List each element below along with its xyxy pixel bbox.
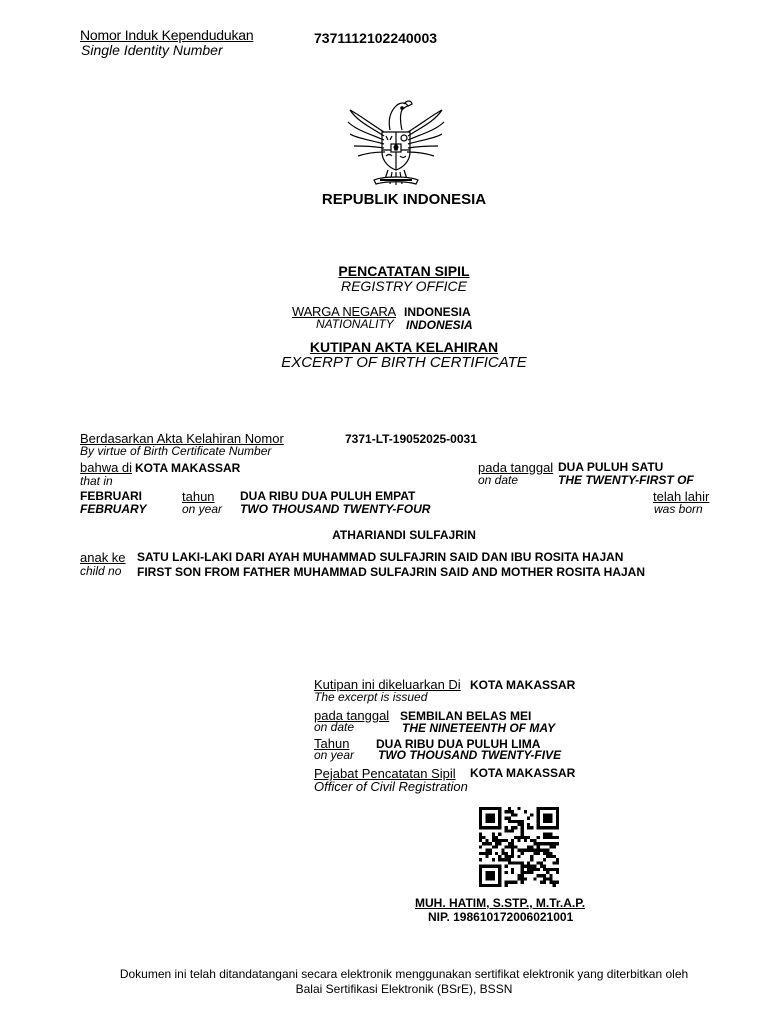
place-label: bahwa di bbox=[80, 460, 133, 475]
child-no-label-en: child no bbox=[80, 564, 122, 578]
nik-label: Nomor Induk Kependudukan bbox=[80, 27, 254, 43]
officer-label-en: Officer of Civil Registration bbox=[314, 779, 468, 794]
month-value: FEBRUARI bbox=[80, 489, 142, 503]
footer-line-1: Dokumen ini telah ditandatangani secara elektronik menggunakan sertifikat elektronik yang diterbitkan oleh bbox=[119, 967, 689, 981]
issue-date-value-en: THE NINETEENTH OF MAY bbox=[402, 721, 556, 735]
year-label-en: on year bbox=[182, 502, 223, 516]
child-no-value: SATU LAKI-LAKI DARI AYAH MUHAMMAD SULFAJRIN SAID DAN IBU ROSITA HAJAN bbox=[137, 550, 624, 564]
date-value-en: THE TWENTY-FIRST OF bbox=[558, 473, 694, 487]
child-name: ATHARIANDI SULFAJRIN bbox=[332, 528, 476, 542]
year-label: tahun bbox=[182, 489, 215, 504]
place-label-en: that in bbox=[80, 474, 113, 488]
issue-date-label: pada tanggal bbox=[314, 708, 390, 723]
office-label-en: REGISTRY OFFICE bbox=[340, 278, 467, 294]
nationality-value-en: INDONESIA bbox=[406, 318, 473, 332]
nationality-label: WARGA NEGARA bbox=[292, 304, 397, 319]
born-label: telah lahir bbox=[653, 489, 710, 504]
year-value-en: TWO THOUSAND TWENTY-FOUR bbox=[240, 502, 431, 516]
issued-label-en: The excerpt is issued bbox=[314, 690, 428, 704]
issue-year-value: DUA RIBU DUA PULUH LIMA bbox=[376, 737, 541, 751]
year-value: DUA RIBU DUA PULUH EMPAT bbox=[240, 489, 416, 503]
issue-year-label-en: on year bbox=[314, 748, 355, 762]
child-no-label: anak ke bbox=[80, 550, 126, 565]
child-no-value-en: FIRST SON FROM FATHER MUHAMMAD SULFAJRIN SAID AND MOTHER ROSITA HAJAN bbox=[137, 565, 645, 579]
doc-title-en: EXCERPT OF BIRTH CERTIFICATE bbox=[281, 354, 527, 371]
footer-line-2: Balai Sertifikasi Elektronik (BSrE), BSSN bbox=[295, 982, 513, 996]
month-value-en: FEBRUARY bbox=[80, 502, 147, 516]
garuda-pancasila-emblem-icon bbox=[344, 92, 448, 190]
officer-value: KOTA MAKASSAR bbox=[470, 766, 576, 780]
nik-value: 7371112102240003 bbox=[314, 30, 438, 46]
nationality-value: INDONESIA bbox=[404, 305, 471, 319]
country-title: REPUBLIK INDONESIA bbox=[321, 191, 487, 208]
doc-title: KUTIPAN AKTA KELAHIRAN bbox=[309, 339, 499, 355]
cert-number-label: Berdasarkan Akta Kelahiran Nomor bbox=[80, 431, 284, 446]
issue-year-value-en: TWO THOUSAND TWENTY-FIVE bbox=[378, 748, 562, 762]
date-label: pada tanggal bbox=[478, 460, 554, 475]
signatory-nip: NIP. 198610172006021001 bbox=[428, 910, 574, 924]
nationality-label-en: NATIONALITY bbox=[316, 317, 394, 331]
issue-year-label: Tahun bbox=[314, 736, 350, 751]
qr-code-icon bbox=[479, 807, 559, 887]
cert-number-value: 7371-LT-19052025-0031 bbox=[345, 432, 477, 446]
cert-number-label-en: By virtue of Birth Certificate Number bbox=[80, 444, 272, 458]
born-label-en: was born bbox=[654, 502, 703, 516]
date-value: DUA PULUH SATU bbox=[558, 460, 664, 474]
date-label-en: on date bbox=[478, 473, 519, 487]
nik-label-en: Single Identity Number bbox=[81, 42, 223, 58]
issued-value: KOTA MAKASSAR bbox=[470, 678, 576, 692]
signatory-name: MUH. HATIM, S.STP., M.Tr.A.P. bbox=[415, 896, 586, 910]
place-value: KOTA MAKASSAR bbox=[135, 461, 241, 475]
issue-date-value: SEMBILAN BELAS MEI bbox=[400, 709, 532, 723]
issue-date-label-en: on date bbox=[314, 720, 355, 734]
office-label: PENCATATAN SIPIL bbox=[338, 263, 470, 279]
officer-label: Pejabat Pencatatan Sipil bbox=[314, 766, 456, 781]
issued-label: Kutipan ini dikeluarkan Di bbox=[314, 677, 461, 692]
